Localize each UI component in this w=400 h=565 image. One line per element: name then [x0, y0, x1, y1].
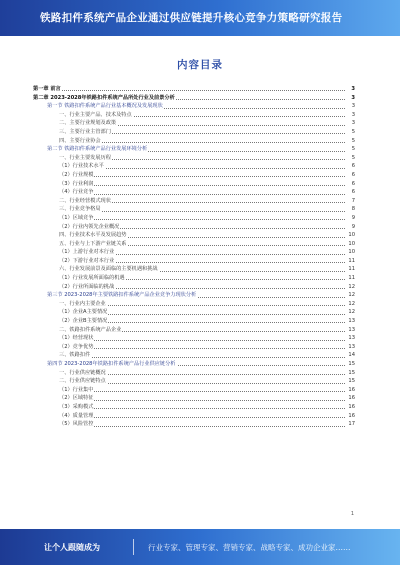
toc-entry-label: （1）行业技术水平 [59, 163, 104, 170]
toc-entry-page: 12 [348, 292, 355, 299]
toc-entry-page: 7 [351, 197, 355, 204]
toc-entry[interactable] [33, 403, 355, 412]
toc-entry-label: 第二节 铁路扣件系统产品行业发展环境分析 [47, 146, 148, 153]
toc-entry-label: 第二章 2023-2028年铁路扣件系统产品所处行业及前景分析 [33, 94, 175, 101]
toc-entry-label: 三、铁路扣件 [59, 352, 91, 359]
toc-entry-label: 第三节 2023-2028年主要铁路扣件系统产品企业竞争力现状分析 [47, 292, 197, 299]
toc-entry[interactable] [33, 145, 355, 154]
toc-entry-label: （5）风险管控 [59, 421, 94, 428]
toc-entry[interactable] [33, 265, 355, 274]
toc-leader-dots [59, 211, 345, 212]
toc-leader-dots [59, 408, 345, 409]
toc-entry-label: （1）区域竞争 [59, 214, 94, 221]
toc-entry-page: 9 [351, 223, 355, 230]
toc-entry-page: 10 [348, 232, 355, 239]
footer-divider [133, 539, 134, 555]
toc-leader-dots [59, 348, 345, 349]
toc-entry-label: （4）行业竞争 [59, 189, 94, 196]
toc-entry-label: 第四节 2023-2028年铁路扣件系统产品行业供应链分析 [47, 361, 176, 367]
toc-entry-label: 第一章 前言 [33, 86, 61, 92]
report-header-bar [0, 0, 400, 36]
toc-entry-page: 6 [351, 171, 355, 178]
toc-entry[interactable] [33, 274, 355, 283]
toc-entry-page: 11 [348, 275, 355, 282]
toc-entry-page: 13 [348, 343, 355, 350]
toc-entry-label: 二、主要行业规划及政策 [59, 120, 117, 127]
toc-leader-dots [59, 185, 345, 186]
footer-slogan-right: 行业专家、管理专家、营销专家、战略专家、成功企业家…… [148, 543, 351, 552]
toc-entry[interactable] [33, 369, 355, 378]
toc-entry-page: 9 [351, 214, 355, 221]
toc-entry[interactable] [33, 154, 355, 163]
toc-entry-label: （2）竞争优势 [59, 343, 94, 350]
toc-leader-dots [59, 400, 345, 401]
toc-entry-label: 第一节 铁路扣件系统产品行业基本概况及发展现状 [47, 103, 163, 110]
toc-entry-page: 16 [348, 395, 355, 402]
toc-leader-dots [59, 340, 345, 341]
toc-entry[interactable] [33, 283, 355, 292]
footer-banner [0, 529, 400, 565]
toc-entry-page: 16 [348, 386, 355, 393]
toc-entry-label: （2）企业B主要情况 [59, 318, 108, 325]
toc-entry-label: 二、铁路扣件系统产品企业 [59, 326, 122, 333]
toc-entry-label: 三、主要行业主管部门 [59, 128, 111, 135]
toc-entry[interactable] [33, 102, 355, 111]
toc-entry-page: 13 [348, 335, 355, 342]
toc-entry-label: （2）行业所面临的挑战 [59, 283, 115, 290]
toc-entry[interactable] [33, 351, 355, 360]
toc-entry-page: 6 [351, 180, 355, 187]
toc-entry[interactable] [33, 205, 355, 214]
toc-entry-label: 一、行业内主要企业 [59, 300, 106, 307]
toc-entry-label: 四、主要行业协会 [59, 137, 101, 144]
toc-entry-label: （1）行业集中 [59, 386, 94, 393]
toc-entry-page: 3 [351, 120, 355, 127]
toc-entry-label: 一、行业主要发展历程 [59, 154, 111, 161]
toc-entry[interactable] [33, 231, 355, 240]
toc-entry-page: 8 [351, 206, 355, 213]
toc-entry-page: 14 [348, 352, 355, 359]
toc-entry-page: 3 [351, 103, 355, 110]
toc-entry-label: （1）上游行业对本行业 [59, 249, 115, 256]
toc-entry-page: 6 [351, 189, 355, 196]
toc-entry-page: 15 [348, 369, 355, 376]
toc-entry[interactable] [33, 214, 355, 223]
toc-entry[interactable] [33, 291, 355, 300]
toc-entry-label: （3）采购模式 [59, 403, 94, 410]
toc-entry-page: 11 [348, 257, 355, 264]
toc-entry-label: （4）质量管理 [59, 412, 94, 419]
toc-entry-label: 五、行业与上下游产业链关系 [59, 240, 127, 247]
toc-entry-page: 5 [351, 146, 355, 153]
toc-entry[interactable] [33, 377, 355, 386]
toc-entry-page: 15 [348, 361, 355, 367]
toc-entry-label: 二、行业经营模式现状 [59, 197, 111, 204]
toc-entry-page: 3 [351, 86, 355, 92]
toc-entry[interactable] [33, 197, 355, 206]
toc-entry[interactable] [33, 240, 355, 249]
toc-entry[interactable] [33, 334, 355, 343]
toc-entry-page: 3 [351, 111, 355, 118]
toc-entry[interactable] [33, 257, 355, 266]
toc-entry[interactable] [33, 223, 355, 232]
toc-entry-label: （1）经营现状 [59, 335, 94, 342]
toc-entry-page: 10 [348, 249, 355, 256]
toc-entry[interactable] [33, 386, 355, 395]
footer-slogan-left: 让个人跟随成为 [44, 543, 100, 552]
toc-leader-dots [59, 176, 345, 177]
toc-entry-label: 二、行业供应链特点 [59, 378, 106, 385]
toc-entry[interactable] [33, 162, 355, 171]
toc-entry[interactable] [33, 137, 355, 146]
page-number: 1 [350, 511, 354, 517]
report-title: 铁路扣件系统产品企业通过供应链提升核心竞争力策略研究报告 [40, 12, 343, 24]
toc-leader-dots [59, 194, 345, 195]
toc-entry-page: 5 [351, 154, 355, 161]
toc-entry-page: 10 [348, 240, 355, 247]
toc-entry-page: 15 [348, 378, 355, 385]
toc-entry-label: 一、行业供应链概况 [59, 369, 106, 376]
toc-entry[interactable] [33, 128, 355, 137]
toc-entry-label: （2）行业内领先企业概况 [59, 223, 120, 230]
toc-entry-page: 3 [351, 94, 355, 101]
toc-entry[interactable] [33, 308, 355, 317]
toc-entry-page: 17 [348, 421, 355, 428]
toc-leader-dots [59, 391, 345, 392]
toc-entry-page: 6 [351, 163, 355, 170]
toc-entry-page: 13 [348, 326, 355, 333]
toc-entry[interactable] [33, 412, 355, 421]
toc-entry[interactable] [33, 85, 355, 94]
toc-entry[interactable] [33, 300, 355, 309]
toc-heading: 内容目录 [177, 59, 223, 71]
toc-entry-page: 12 [348, 300, 355, 307]
toc-entry[interactable] [33, 94, 355, 103]
toc-entry-page: 11 [348, 266, 355, 273]
toc-entry[interactable] [33, 180, 355, 189]
toc-entry[interactable] [33, 111, 355, 120]
toc-leader-dots [59, 417, 345, 418]
toc-entry[interactable] [33, 326, 355, 335]
toc-entry-label: 一、行业主要产品、技术及特点 [59, 111, 132, 118]
toc-entry-label: 三、行业竞争格局 [59, 206, 101, 213]
table-of-contents [33, 85, 355, 429]
toc-entry[interactable] [33, 420, 355, 429]
toc-entry-label: 四、行业技术水平及发展趋势 [59, 232, 127, 239]
toc-entry-page: 5 [351, 128, 355, 135]
toc-entry-page: 5 [351, 137, 355, 144]
toc-entry[interactable] [33, 343, 355, 352]
toc-entry-page: 13 [348, 318, 355, 325]
toc-entry-label: （3）行业利润 [59, 180, 94, 187]
toc-leader-dots [59, 142, 345, 143]
toc-entry-page: 16 [348, 403, 355, 410]
toc-entry-page: 12 [348, 283, 355, 290]
toc-entry[interactable] [33, 119, 355, 128]
toc-entry[interactable] [33, 317, 355, 326]
toc-leader-dots [59, 219, 345, 220]
toc-entry-label: （2）区域特征 [59, 395, 94, 402]
toc-entry-label: （1）企业A主要情况 [59, 309, 108, 316]
toc-entry-label: （2）行业规模 [59, 171, 94, 178]
toc-entry[interactable] [33, 360, 355, 369]
toc-entry[interactable] [33, 248, 355, 257]
toc-entry-label: （1）行业发展所面临的机遇 [59, 275, 125, 282]
toc-entry-label: （2）下游行业对本行业 [59, 257, 115, 264]
toc-leader-dots [59, 357, 345, 358]
toc-entry-page: 16 [348, 412, 355, 419]
toc-entry-label: 六、行业发展前景及面临的主要机遇和挑战 [59, 266, 158, 273]
toc-entry-page: 12 [348, 309, 355, 316]
toc-leader-dots [59, 426, 345, 427]
toc-entry[interactable] [33, 171, 355, 180]
toc-entry[interactable] [33, 188, 355, 197]
toc-entry[interactable] [33, 394, 355, 403]
toc-leader-dots [33, 90, 345, 91]
